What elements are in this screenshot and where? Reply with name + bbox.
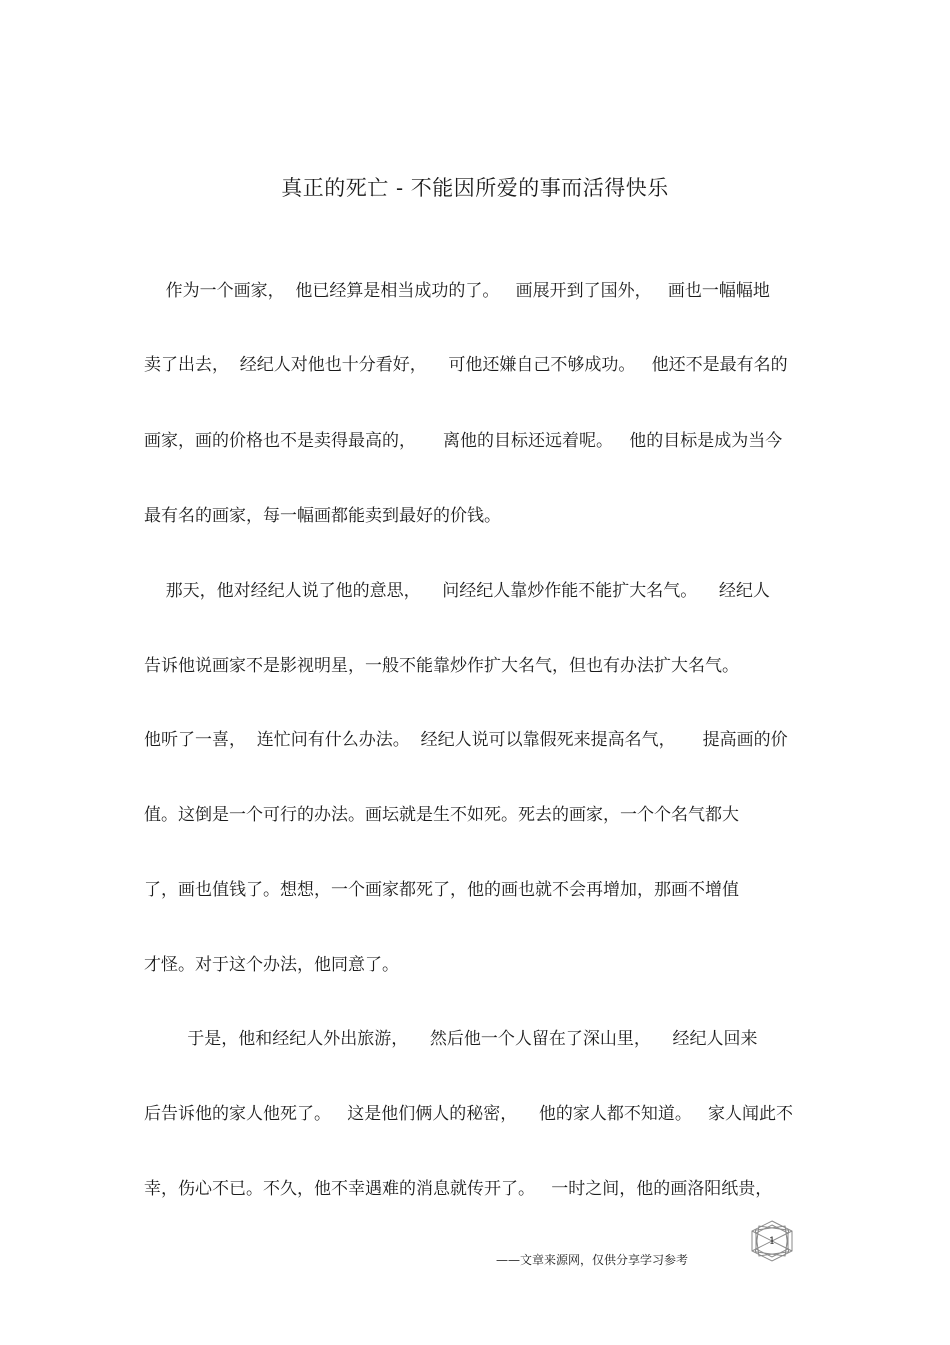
body-line: 后告诉他的家人他死了。 这是他们俩人的秘密， 他的家人都不知道。 家人闻此不 [144, 1104, 794, 1124]
body-line: 才怪。对于这个办法，他同意了。 [144, 955, 399, 975]
body-line: 最有名的画家，每一幅画都能卖到最好的价钱。 [144, 506, 501, 526]
body-line: 幸，伤心不已。不久，他不幸遇难的消息就传开了。 一时之间，他的画洛阳纸贵， [144, 1179, 773, 1199]
body-line: 值。这倒是一个可行的办法。画坛就是生不如死。死去的画家，一个个名气都大 [144, 805, 739, 825]
body-line: 卖了出去， 经纪人对他也十分看好， 可他还嫌自己不够成功。 他还不是最有名的 [144, 355, 788, 375]
document-title: 真正的死亡 - 不能因所爱的事而活得快乐 [281, 176, 669, 200]
body-line: 告诉他说画家不是影视明星，一般不能靠炒作扩大名气，但也有办法扩大名气。 [144, 656, 739, 676]
body-line: 画家，画的价格也不是卖得最高的， 离他的目标还远着呢。 他的目标是成为当今 [144, 431, 783, 451]
body-line: 那天，他对经纪人说了他的意思， 问经纪人靠炒作能不能扩大名气。 经纪人 [144, 581, 770, 601]
ornamental-frame-icon [748, 1219, 796, 1263]
footer-source-note: ——文章来源网，仅供分享学习参考 [496, 1253, 689, 1267]
body-line: 了，画也值钱了。想想，一个画家都死了，他的画也就不会再增加，那画不增值 [144, 880, 739, 900]
page-number: 1 [768, 1236, 776, 1247]
body-line: 作为一个画家， 他已经算是相当成功的了。 画展开到了国外， 画也一幅幅地 [144, 281, 770, 301]
body-line: 他听了一喜， 连忙问有什么办法。 经纪人说可以靠假死来提高名气， 提高画的价 [144, 730, 788, 750]
body-line: 于是，他和经纪人外出旅游， 然后他一个人留在了深山里， 经纪人回来 [144, 1029, 758, 1049]
